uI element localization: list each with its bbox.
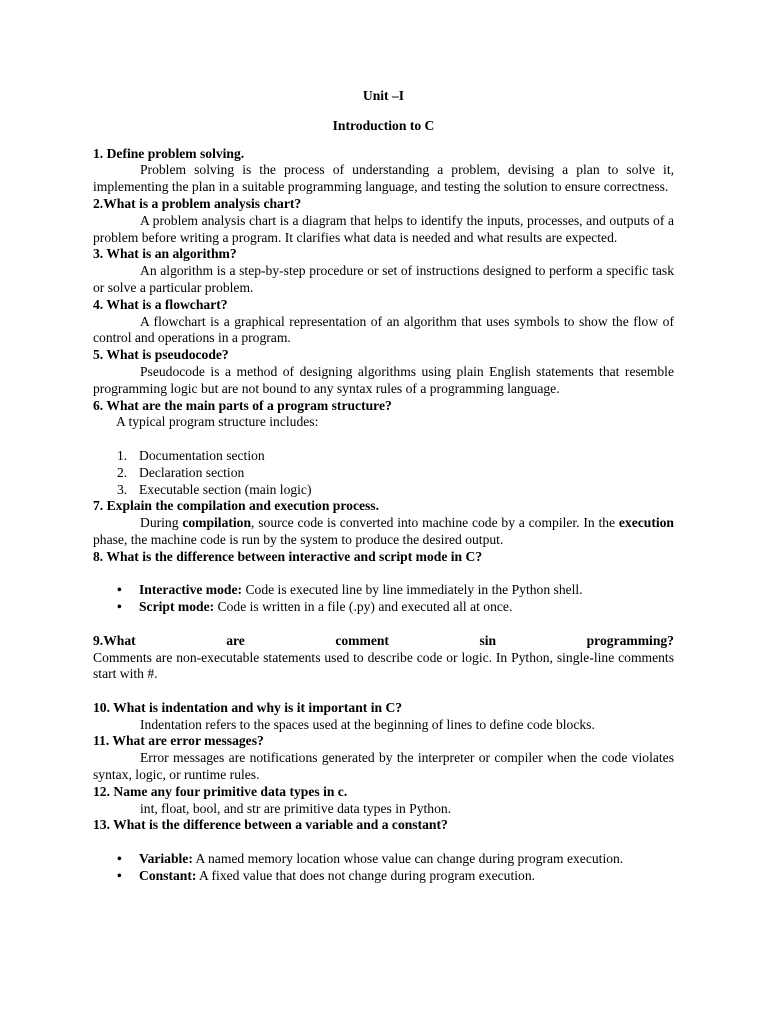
list-item <box>117 482 674 499</box>
variable-constant-list <box>93 851 674 885</box>
answer-3: An algorithm is a step-by-step procedure or set of instructions designed to perform a specific task or solve a particular problem. <box>93 263 674 295</box>
program-structure-list <box>93 448 674 498</box>
list-item-text: Code is written in a file (.py) and executed all at once. <box>214 599 513 615</box>
answer-11: Error messages are notifications generated by the interpreter or compiler when the code violates syntax, logic, or runtime rules. <box>93 750 674 783</box>
list-item-text: A fixed value that does not change during program execution. <box>196 867 536 883</box>
answer-4: A flowchart is a graphical representation of an algorithm that uses symbols to show the flow of control and operations in a program. <box>93 313 674 346</box>
list-item <box>117 599 674 616</box>
list-item <box>117 851 674 868</box>
list-item-label: Interactive mode: <box>139 582 243 598</box>
mode-list <box>93 582 674 616</box>
answer-10: Indentation refers to the spaces used at the beginning of lines to define code blocks. <box>140 716 595 732</box>
question-9-word: programming? <box>586 632 674 648</box>
list-item-text: Executable section (main logic) <box>139 481 312 497</box>
spacer <box>93 834 674 851</box>
question-1: 1. Define problem solving. <box>93 145 245 161</box>
answer-5: Pseudocode is a method of designing algorithms using plain English statements that resemble programming logic but are not bound to any syntax rules of a programming language. <box>93 363 674 396</box>
list-item-text: Declaration section <box>139 464 245 480</box>
list-item-label: Constant: <box>139 867 197 883</box>
spacer <box>93 616 674 633</box>
list-number: 3. <box>117 481 128 497</box>
spacer <box>93 566 674 583</box>
question-9-word: 9.What <box>93 632 136 648</box>
list-item <box>117 868 674 885</box>
answer-12: int, float, bool, and str are primitive data types in Python. <box>140 800 452 816</box>
unit-heading: Unit –I <box>362 88 405 103</box>
list-item-label: Variable: <box>139 851 193 867</box>
list-item <box>117 582 674 599</box>
question-5: 5. What is pseudocode? <box>93 347 229 363</box>
page-title: Introduction to C <box>332 117 435 133</box>
question-10: 10. What is indentation and why is it important in C? <box>93 699 403 715</box>
spacer <box>93 431 674 448</box>
question-9-word: are <box>226 632 245 648</box>
question-12: 12. Name any four primitive data types in c. <box>93 783 348 799</box>
question-8: 8. What is the difference between interactive and script mode in C? <box>93 548 483 564</box>
answer-7-text: phase, the machine code is run by the system to produce the desired output. <box>93 531 504 547</box>
answer-1: Problem solving is the process of understanding a problem, devising a plan to solve it, implementing the plan in a suitable programming language, and testing the solution to ensure correctness. <box>93 162 674 195</box>
spacer <box>93 683 674 700</box>
answer-7-text: , source code is converted into machine code by a compiler. In the <box>251 515 619 531</box>
answer-9: Comments are non-executable statements used to describe code or logic. In Python, single-line comments start with #. <box>93 649 674 682</box>
answer-6-intro: A typical program structure includes: <box>116 414 319 430</box>
list-item-label: Script mode: <box>139 599 215 615</box>
list-number: 2. <box>117 464 128 480</box>
question-13: 13. What is the difference between a variable and a constant? <box>93 817 448 833</box>
term-execution: execution <box>618 515 674 531</box>
question-11: 11. What are error messages? <box>93 733 264 749</box>
answer-2: A problem analysis chart is a diagram that helps to identify the inputs, processes, and outputs of a problem before writing a program. It clarifies what data is needed and what results are expected. <box>93 212 674 245</box>
list-item-text: Documentation section <box>139 447 265 463</box>
question-2: 2.What is a problem analysis chart? <box>93 195 302 211</box>
list-item-text: Code is executed line by line immediately in the Python shell. <box>242 582 583 598</box>
answer-7-text: During <box>140 515 183 531</box>
question-3: 3. What is an algorithm? <box>93 246 237 262</box>
list-item <box>117 465 674 482</box>
question-9 <box>93 633 674 650</box>
list-number: 1. <box>117 447 128 463</box>
question-6: 6. What are the main parts of a program structure? <box>93 397 392 413</box>
question-7: 7. Explain the compilation and execution process. <box>93 498 379 514</box>
question-9-word: comment <box>335 632 389 648</box>
answer-7 <box>93 515 674 549</box>
list-item <box>117 448 674 465</box>
term-compilation: compilation <box>182 515 252 531</box>
list-item-text: A named memory location whose value can change during program execution. <box>192 851 624 867</box>
question-9-word: sin <box>479 632 497 648</box>
question-4: 4. What is a flowchart? <box>93 296 228 312</box>
